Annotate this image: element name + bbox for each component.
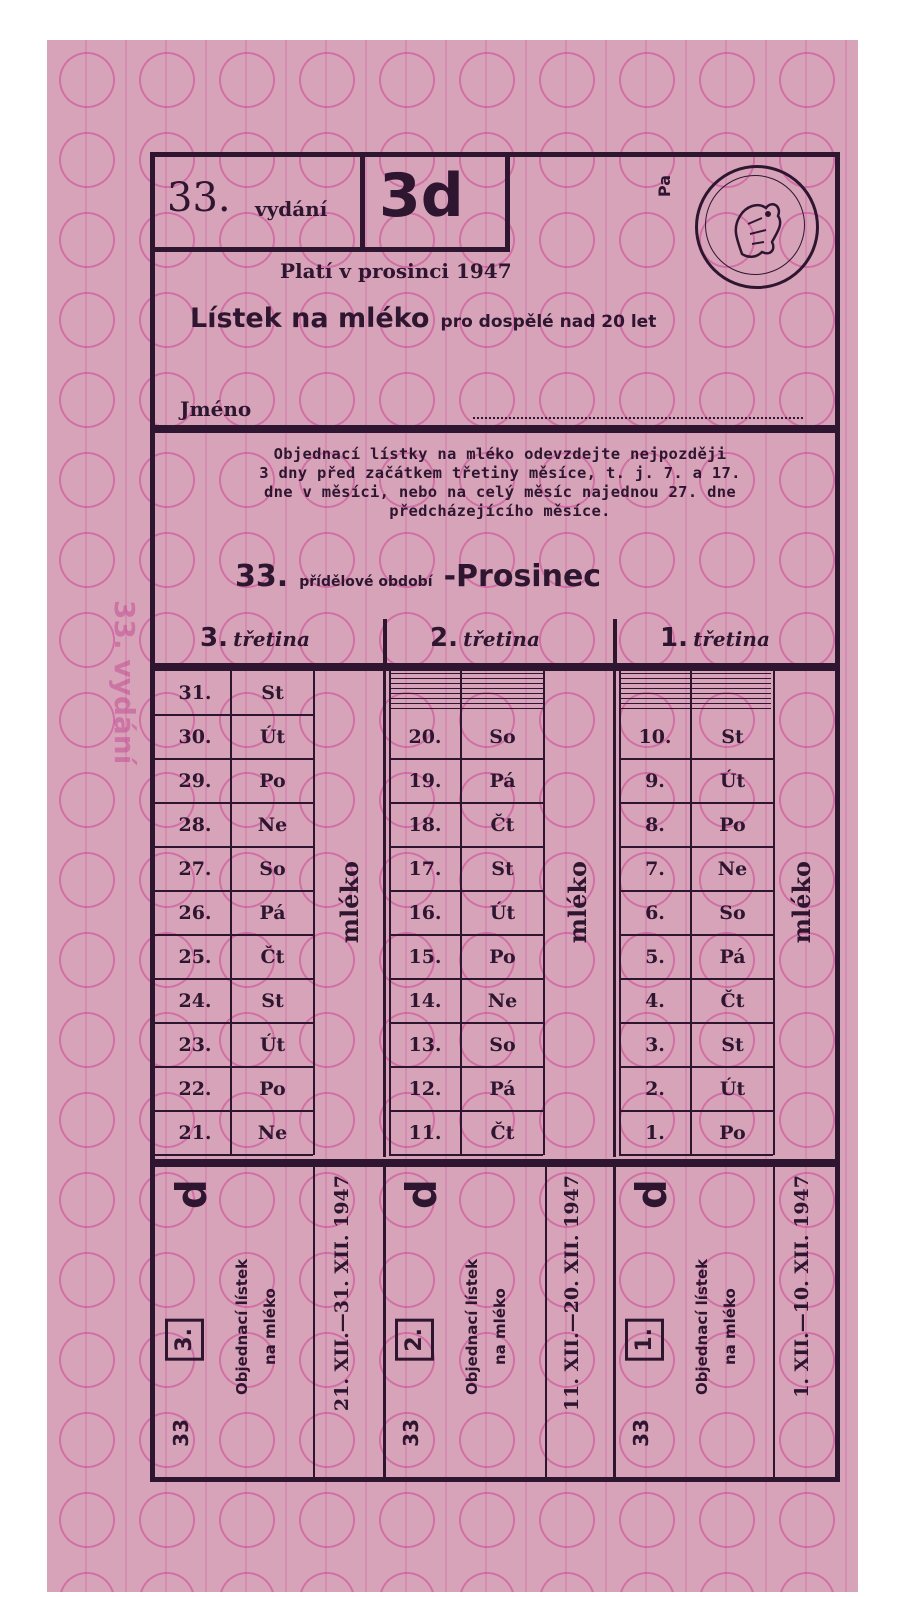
day-number: 8. <box>645 814 665 836</box>
day-number: 26. <box>178 902 212 924</box>
day-number: 15. <box>408 946 442 968</box>
coupon-dates: 1. XII.—10. XII. 1947 <box>791 1175 813 1398</box>
day-number: 19. <box>408 770 442 792</box>
weekday: Po <box>259 770 286 792</box>
milk-label: mléko <box>563 861 592 944</box>
weekday: Ne <box>487 990 518 1012</box>
coupon-box: 2. <box>395 1319 434 1361</box>
weekday: Út <box>259 726 286 748</box>
weekday: St <box>721 726 744 748</box>
weekday: St <box>491 858 514 880</box>
weekday: So <box>259 858 286 880</box>
weekday: Čt <box>720 990 745 1012</box>
row-divider <box>619 1154 773 1156</box>
coupon-dates: 11. XII.—20. XII. 1947 <box>561 1175 583 1412</box>
weekday: St <box>721 1034 744 1056</box>
weekday: St <box>261 682 284 704</box>
day-number: 18. <box>408 814 442 836</box>
day-number: 28. <box>178 814 212 836</box>
milk-label: mléko <box>335 861 364 944</box>
third-word: třetina <box>233 627 310 651</box>
coupon-number: 33 <box>399 1419 423 1447</box>
third-header-1 <box>660 623 770 653</box>
weekday: Čt <box>490 1122 515 1144</box>
instruction-line: předcházejícího měsíce. <box>389 502 611 520</box>
weekday: Út <box>719 1078 746 1100</box>
title-sub: pro dospělé nad 20 let <box>440 312 657 332</box>
day-number: 30. <box>178 726 212 748</box>
period-month: -Prosinec <box>443 559 602 594</box>
weekday: Čt <box>260 946 285 968</box>
coupon-box: 1. <box>625 1319 664 1361</box>
edition-word: vydání <box>255 197 328 221</box>
weekday: Ne <box>257 1122 288 1144</box>
title-main: Lístek na mléko <box>190 303 430 334</box>
coupon-number: 33 <box>629 1419 653 1447</box>
day-number: 25. <box>178 946 212 968</box>
weekday: Po <box>259 1078 286 1100</box>
day-number: 24. <box>178 990 212 1012</box>
weekday: Čt <box>490 814 515 836</box>
coupon-number: 33 <box>169 1419 193 1447</box>
day-number: 21. <box>178 1122 212 1144</box>
day-number: 4. <box>645 990 665 1012</box>
period-number: 33. <box>235 559 289 594</box>
coupon-dates: 21. XII.—31. XII. 1947 <box>331 1175 353 1412</box>
milk-label: mléko <box>787 861 816 944</box>
corner-mark: Pa <box>655 175 674 198</box>
instruction-line: dne v měsíci, nebo na celý měsíc najednou 27. dne <box>264 483 736 501</box>
coupon-text: Objednací lístek <box>693 1258 711 1396</box>
day-number: 1. <box>645 1122 665 1144</box>
coupon-text: na mléko <box>261 1288 279 1366</box>
weekday: Pá <box>719 946 746 968</box>
day-number: 6. <box>645 902 665 924</box>
day-number: 5. <box>645 946 665 968</box>
third-word: třetina <box>693 627 770 651</box>
weekday: Po <box>489 946 516 968</box>
third-header-2 <box>430 623 540 653</box>
third-number: 3. <box>200 623 228 653</box>
day-number: 31. <box>178 682 212 704</box>
day-number: 27. <box>178 858 212 880</box>
coupon-letter: d <box>167 1179 216 1210</box>
milk-ticket <box>150 152 840 1482</box>
weekday: So <box>719 902 746 924</box>
instruction-line: Objednací lístky na mléko odevzdejte nejpozději <box>273 445 727 463</box>
third-number: 2. <box>430 623 458 653</box>
weekday: Pá <box>489 1078 516 1100</box>
instruction-line: 3 dny před začátkem třetiny měsíce, t. j. 7. a 17. <box>259 464 741 482</box>
day-number: 20. <box>408 726 442 748</box>
row-divider <box>155 1154 313 1156</box>
state-seal <box>695 165 819 289</box>
period-label: přídělové období <box>299 574 433 590</box>
edition-number: 33. <box>167 175 231 221</box>
divider-grid <box>155 663 835 671</box>
coupon-text: na mléko <box>721 1288 739 1366</box>
day-number: 17. <box>408 858 442 880</box>
divider-coupons <box>155 1159 835 1167</box>
allocation-period <box>235 559 601 594</box>
day-number: 22. <box>178 1078 212 1100</box>
name-field-line[interactable] <box>473 415 803 419</box>
day-number: 29. <box>178 770 212 792</box>
day-number: 16. <box>408 902 442 924</box>
name-label: Jméno <box>180 397 252 421</box>
third-header-3 <box>200 623 310 653</box>
coupon-box: 3. <box>165 1319 204 1361</box>
third-word: třetina <box>463 627 540 651</box>
day-number: 3. <box>645 1034 665 1056</box>
coupon-letter: d <box>397 1179 446 1210</box>
day-number: 7. <box>645 858 665 880</box>
day-number: 14. <box>408 990 442 1012</box>
weekday: Út <box>719 770 746 792</box>
weekday: Pá <box>259 902 286 924</box>
ticket-code: 3d <box>379 161 464 231</box>
coupon-text: na mléko <box>491 1288 509 1366</box>
edition-box <box>155 157 365 252</box>
row-divider <box>389 1154 543 1156</box>
third-number: 1. <box>660 623 688 653</box>
weekday: Ne <box>257 814 288 836</box>
code-box <box>365 157 510 252</box>
margin-watermark-left: 33. vydání <box>108 600 141 765</box>
coupon-text: Objednací lístek <box>463 1258 481 1396</box>
ticket-title <box>190 303 656 334</box>
day-number: 9. <box>645 770 665 792</box>
day-number: 12. <box>408 1078 442 1100</box>
day-number: 13. <box>408 1034 442 1056</box>
day-number: 11. <box>408 1122 442 1144</box>
day-number: 2. <box>645 1078 665 1100</box>
coupon-text: Objednací lístek <box>233 1258 251 1396</box>
instructions <box>175 445 825 521</box>
day-number: 23. <box>178 1034 212 1056</box>
weekday: Pá <box>489 770 516 792</box>
weekday: So <box>489 726 516 748</box>
coupon-letter: d <box>627 1179 676 1210</box>
weekday: Po <box>719 814 746 836</box>
day-number: 10. <box>638 726 672 748</box>
weekday: Ne <box>717 858 748 880</box>
weekday: Po <box>719 1122 746 1144</box>
weekday: Út <box>489 902 516 924</box>
divider-top <box>155 425 835 433</box>
weekday: St <box>261 990 284 1012</box>
weekday: Út <box>259 1034 286 1056</box>
validity-text: Platí v prosinci 1947 <box>280 259 512 283</box>
weekday: So <box>489 1034 516 1056</box>
